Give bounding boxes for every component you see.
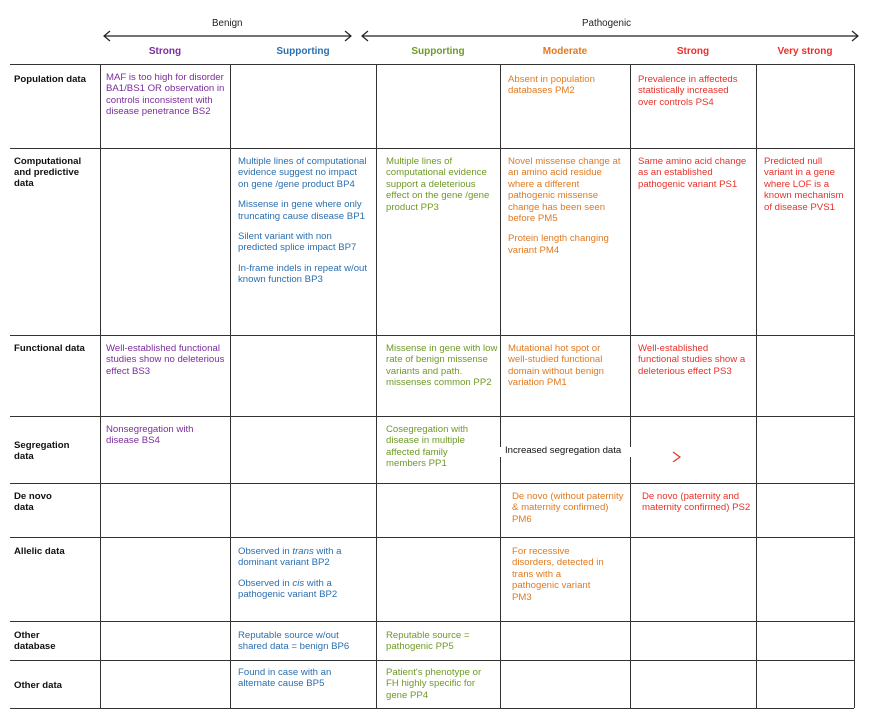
grid-line <box>10 621 854 622</box>
increased-segregation-label: Increased segregation data <box>505 445 622 456</box>
cell-computational-pvs: Predicted null variant in a gene where LOF is a known mechanism of disease PVS1 <box>764 156 844 213</box>
cell-other-data-pp: Patient's phenotype or FH highly specific for gene PP4 <box>386 667 482 701</box>
row-label-computational: Computational and predictive data <box>14 156 82 189</box>
cell-other-data-bp: Found in case with an alternate cause BP5 <box>238 667 332 690</box>
grid-line <box>10 335 854 336</box>
grid-line <box>10 537 854 538</box>
pm5-text: Novel missense change at an amino acid residue where a different pathogenic missense change has been seen before PM5 <box>508 156 621 225</box>
cell-other-database-bp: Reputable source w/out shared data = benign BP6 <box>238 630 350 653</box>
cell-other-database-pp: Reputable source = pathogenic PP5 <box>386 630 470 653</box>
grid-line <box>756 64 757 708</box>
grid-line <box>10 483 854 484</box>
cell-denovo-ps: De novo (paternity and maternity confirmed) PS2 <box>642 491 751 514</box>
row-label-denovo: De novo data <box>14 491 52 513</box>
cell-functional-ps: Well-established functional studies show a deleterious effect PS3 <box>638 343 746 377</box>
header-pathogenic-very-strong: Very strong <box>777 46 833 57</box>
header-benign-supporting: Supporting <box>276 46 330 57</box>
bp3-text: In-frame indels in repeat w/out known function BP3 <box>238 262 368 286</box>
cell-segregation-bs: Nonsegregation with disease BS4 <box>106 424 194 447</box>
header-benign-strong: Strong <box>148 46 182 57</box>
cell-functional-pp: Missense in gene with low rate of benign missense variants and path. missenses common PP2 <box>386 343 498 389</box>
pm4-text: Protein length changing variant PM4 <box>508 233 609 256</box>
cell-computational-ps: Same amino acid change as an established pathogenic variant PS1 <box>638 156 747 190</box>
cell-population-bs: MAF is too high for disorder BA1/BS1 OR observation in controls inconsistent with disease penetrance BS2 <box>106 72 225 118</box>
cell-population-ps: Prevalence in affecteds statistically increased over controls PS4 <box>638 74 738 108</box>
row-label-population: Population data <box>14 74 86 85</box>
cell-functional-bs: Well-established functional studies show no deleterious effect BS3 <box>106 343 225 377</box>
bp2-cis-pre: Observed in <box>238 577 293 589</box>
bp2-cis-post: with a pathogenic variant BP2 <box>238 577 338 601</box>
grid-line <box>10 416 854 417</box>
bp2-cis-text <box>238 578 368 601</box>
evidence-direction-arrows <box>96 18 872 46</box>
grid-line <box>100 64 101 708</box>
cell-allelic-bp <box>238 546 368 610</box>
grid-line <box>10 708 854 709</box>
cell-functional-pm: Mutational hot spot or well-studied functional domain without benign variation PM1 <box>508 343 605 389</box>
pathogenic-group-label: Pathogenic <box>582 18 632 29</box>
header-pathogenic-supporting: Supporting <box>411 46 465 57</box>
cell-denovo-pm: De novo (without paternity & maternity confirmed) PM6 <box>512 491 624 525</box>
row-label-other-database: Other database <box>14 630 56 652</box>
row-label-segregation: Segregation data <box>14 440 70 462</box>
row-label-functional: Functional data <box>14 343 85 354</box>
bp2-trans-post: with a dominant variant BP2 <box>238 546 342 569</box>
cell-computational-bp <box>238 156 370 295</box>
cell-segregation-pp: Cosegregation with disease in multiple affected family members PP1 <box>386 424 469 470</box>
grid-line <box>500 457 501 708</box>
row-label-allelic: Allelic data <box>14 546 65 557</box>
grid-line <box>376 64 377 708</box>
grid-line <box>10 148 854 149</box>
bp2-trans-text <box>238 546 368 569</box>
grid-line <box>854 64 855 708</box>
grid-line <box>630 457 631 708</box>
grid-line <box>230 64 231 708</box>
cell-population-pm: Absent in population databases PM2 <box>508 74 595 97</box>
bp2-cis-em: cis <box>292 577 305 589</box>
benign-group-label: Benign <box>212 18 243 29</box>
row-label-other-data: Other data <box>14 680 62 691</box>
bp7-text: Silent variant with non predicted splice impact BP7 <box>238 231 357 254</box>
bp2-trans-pre: Observed in <box>238 546 293 557</box>
grid-line <box>500 64 501 447</box>
bp1-text: Missense in gene where only truncating cause disease BP1 <box>238 199 365 222</box>
grid-line <box>10 660 854 661</box>
cell-computational-pm <box>508 156 628 265</box>
cell-allelic-pm: For recessive disorders, detected in trans with a pathogenic variant PM3 <box>512 546 604 603</box>
grid-line <box>10 64 854 65</box>
grid-line <box>630 64 631 447</box>
bp4-text: Multiple lines of computational evidence suggest no impact on gene /gene product BP4 <box>238 156 367 190</box>
header-pathogenic-moderate: Moderate <box>542 46 588 57</box>
bp2-trans-em: trans <box>292 546 314 557</box>
cell-computational-pp: Multiple lines of computational evidence support a deleterious effect on the gene /gene product PP3 <box>386 156 490 213</box>
header-pathogenic-strong: Strong <box>676 46 710 57</box>
